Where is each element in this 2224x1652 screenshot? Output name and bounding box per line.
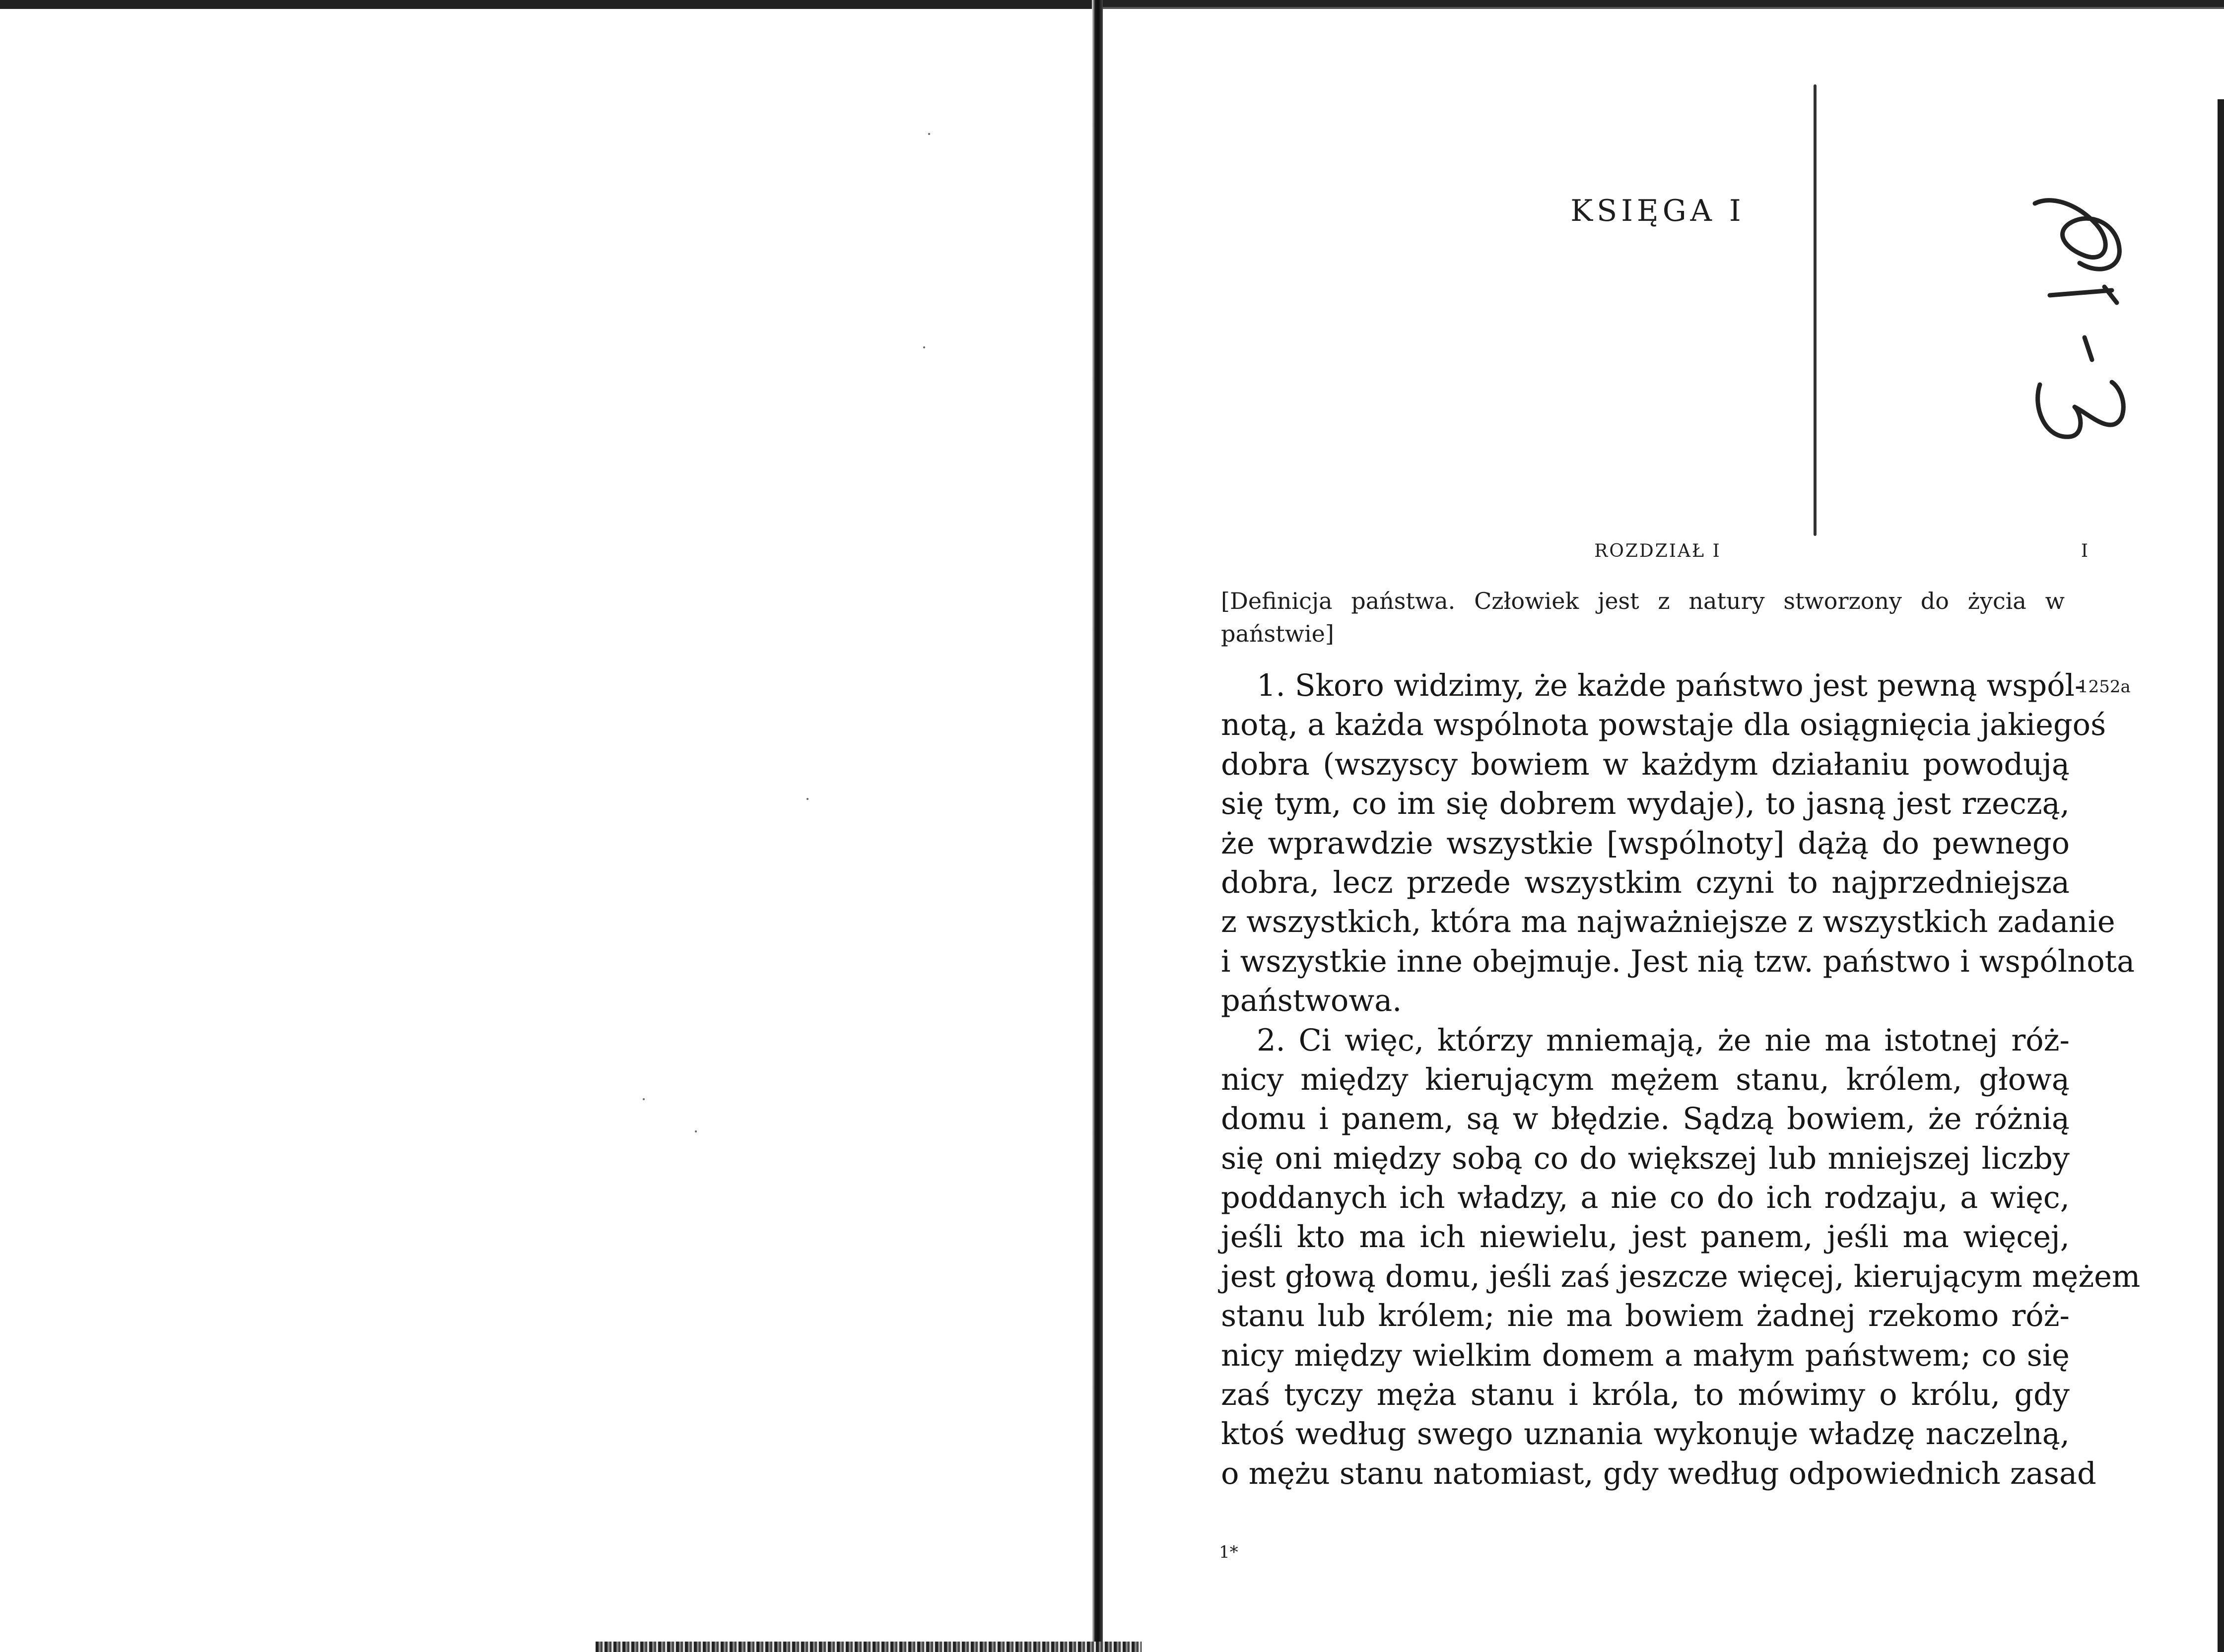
body-line: zaś tyczy męża stanu i króla, to mówimy o królu, gdy [1221, 1378, 2070, 1413]
body-line: i wszystkie inne obejmuje. Jest nią tzw. państwo i wspólnota [1221, 944, 2135, 979]
paper-speck [807, 798, 809, 800]
body-line: domu i panem, są w błędzie. Sądzą bowiem, że różnią [1221, 1102, 2070, 1137]
book-heading: KSIĘGA I [1570, 194, 1745, 228]
body-line: stanu lub królem; nie ma bowiem żadnej rzekomo róż- [1221, 1299, 2070, 1334]
body-line: państwowa. [1221, 984, 1402, 1019]
paper-speck [923, 346, 925, 348]
body-line: 2. Ci więc, którzy mniemają, że nie ma istotnej róż- [1257, 1023, 2070, 1058]
handwritten-note-3-18 [2025, 189, 2129, 447]
scan-bottom-strip [596, 1642, 1142, 1652]
book-gutter [1092, 0, 1103, 1652]
chapter-subtitle: [Definicja państwa. Człowiek jest z natury stworzony do życia w państwie] [1221, 588, 2065, 647]
body-line: nicy między wielkim domem a małym państwem; co się [1221, 1338, 2070, 1373]
body-line: się tym, co im się dobrem wydaje), to jasną jest rzeczą, [1221, 787, 2070, 822]
body-line: o mężu stanu natomiast, gdy według odpowiednich zasad [1221, 1456, 2096, 1491]
signature-mark: 1* [1219, 1542, 1238, 1562]
paper-speck [695, 1130, 697, 1132]
paper-speck [928, 133, 930, 135]
pencil-margin-line [1814, 84, 1817, 536]
margin-bekker-reference: 1252a [2078, 677, 2131, 697]
body-line: notą, a każda wspólnota powstaje dla osiągnięcia jakiegoś [1221, 708, 2106, 743]
body-line: dobra, lecz przede wszystkim czyni to najprzedniejsza [1221, 865, 2070, 900]
chapter-heading: ROZDZIAŁ I [1594, 541, 1721, 561]
body-line: jeśli kto ma ich niewielu, jest panem, jeśli ma więcej, [1221, 1220, 2070, 1255]
left-page-blank [0, 9, 1092, 1652]
margin-roman-numeral: I [2081, 541, 2089, 561]
body-line: nicy między kierującym mężem stanu, królem, głową [1221, 1062, 2070, 1097]
body-line: że wprawdzie wszystkie [wspólnoty] dążą do pewnego [1221, 826, 2070, 861]
scan-right-edge [2218, 99, 2224, 1652]
body-line: 1. Skoro widzimy, że każde państwo jest pewną wspól- [1257, 668, 2085, 703]
body-line: jest głową domu, jeśli zaś jeszcze więcej, kierującym mężem [1221, 1259, 2141, 1294]
paper-speck [643, 1098, 645, 1100]
body-line: się oni między sobą co do większej lub mniejszej liczby [1221, 1141, 2070, 1176]
body-line: dobra (wszyscy bowiem w każdym działaniu powodują [1221, 747, 2070, 782]
body-line: poddanych ich władzy, a nie co do ich rodzaju, a więc, [1221, 1181, 2070, 1216]
body-line: ktoś według swego uznania wykonuje władzę naczelną, [1221, 1417, 2070, 1452]
body-line: z wszystkich, która ma najważniejsze z wszystkich zadanie [1221, 905, 2115, 940]
